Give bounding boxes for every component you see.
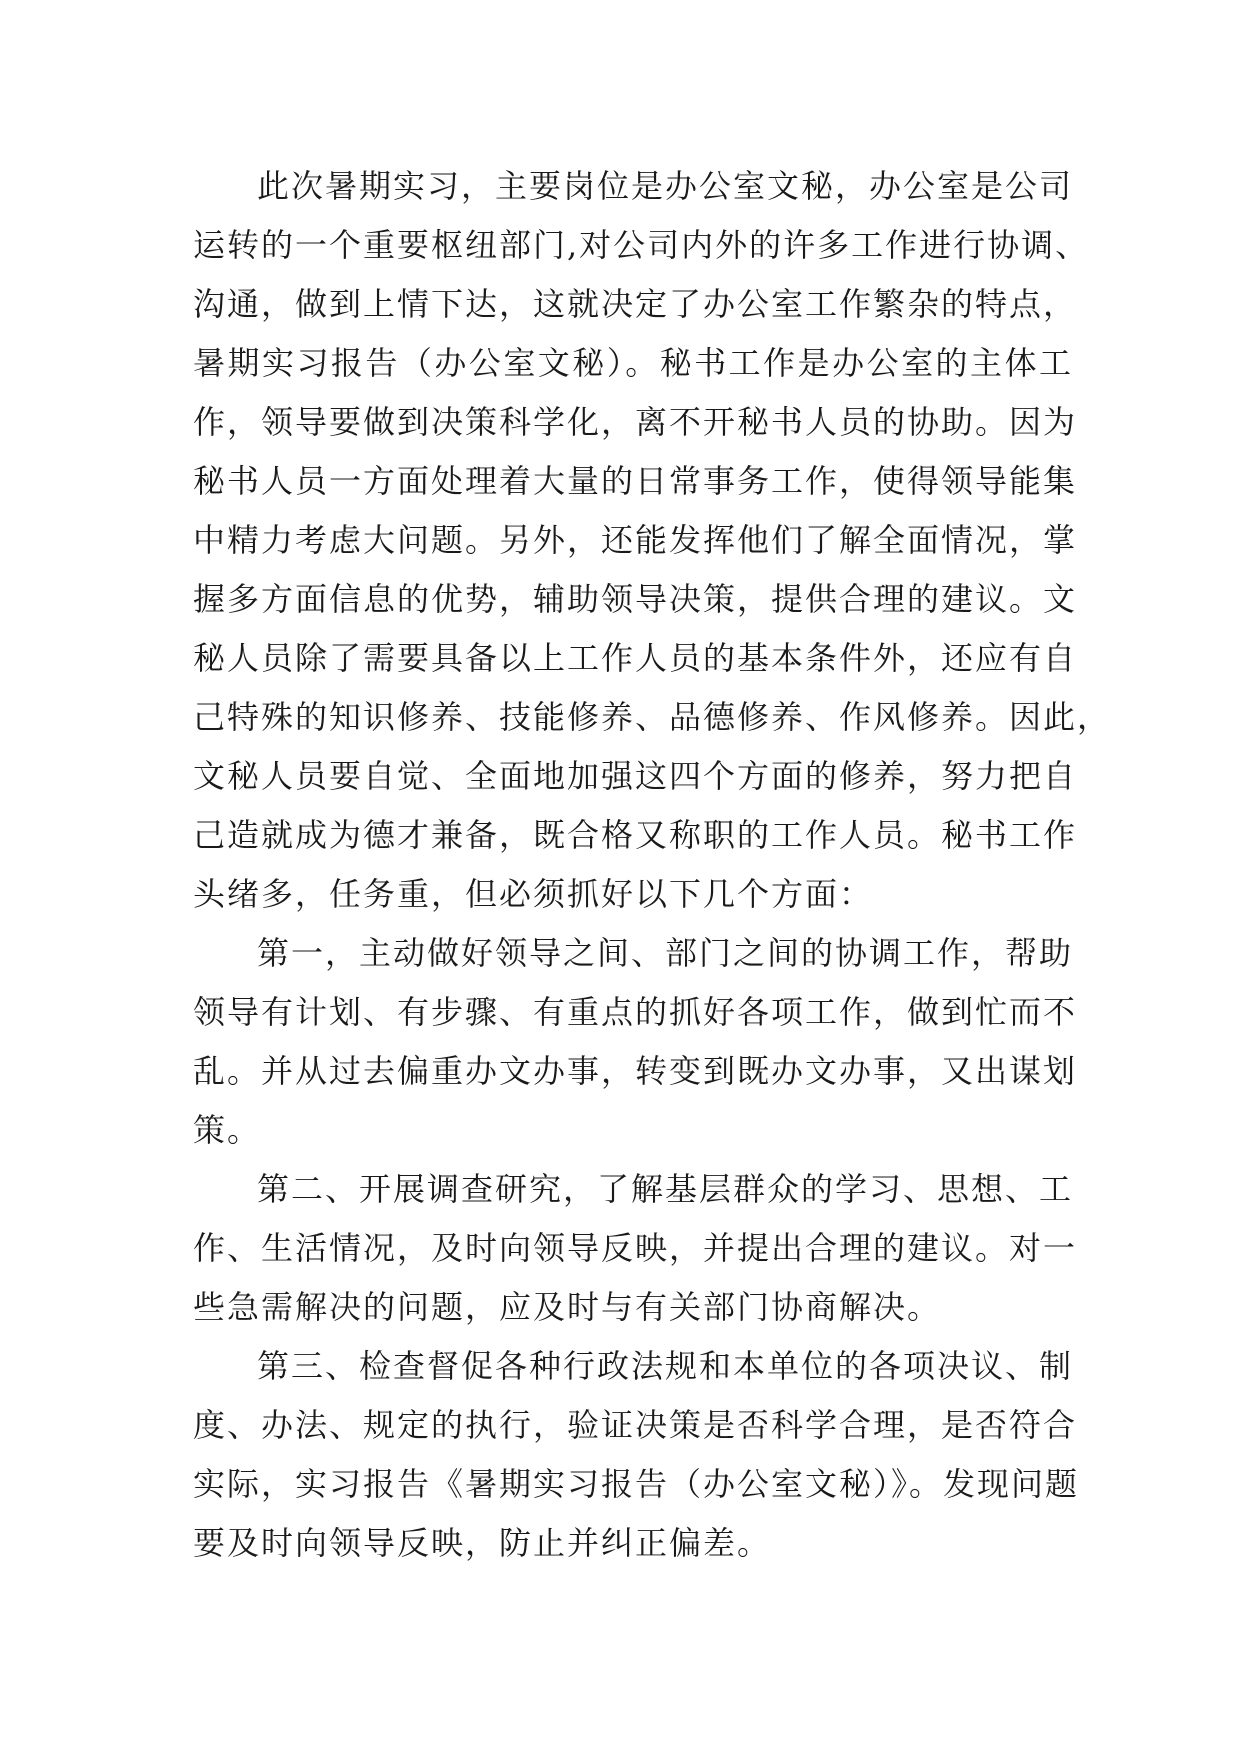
text-line: 要及时向领导反映，防止并纠正偏差。 [193,1524,772,1562]
text-line: 第三、检查督促各种行政法规和本单位的各项决议、制 [257,1347,1074,1385]
text-line: 头绪多，任务重，但必须抓好以下几个方面： [193,875,874,913]
text-line: 领导有计划、有步骤、有重点的抓好各项工作，做到忙而不 [193,993,1078,1031]
text-line: 第二、开展调查研究，了解基层群众的学习、思想、工 [257,1170,1074,1208]
text-line: 此次暑期实习，主要岗位是办公室文秘，办公室是公司 [257,167,1074,205]
text-line: 己造就成为德才兼备，既合格又称职的工作人员。秘书工作 [193,816,1078,854]
text-line: 己特殊的知识修养、技能修养、品德修养、作风修养。因此， [193,698,1112,736]
text-line: 些急需解决的问题，应及时与有关部门协商解决。 [193,1288,942,1326]
text-line: 沟通，做到上情下达，这就决定了办公室工作繁杂的特点， [193,285,1078,323]
paragraph-intro [193,157,1112,924]
paragraph-second-point [193,1160,1078,1337]
text-line: 握多方面信息的优势，辅助领导决策，提供合理的建议。文 [193,580,1078,618]
text-line: 暑期实习报告（办公室文秘）。秘书工作是办公室的主体工 [193,344,1073,382]
text-line: 乱。并从过去偏重办文办事，转变到既办文办事，又出谋划 [193,1052,1078,1090]
text-line: 中精力考虑大问题。另外，还能发挥他们了解全面情况，掌 [193,521,1078,559]
text-line: 作，领导要做到决策科学化，离不开秘书人员的协助。因为 [193,403,1078,441]
text-line: 实际，实习报告《暑期实习报告（办公室文秘）》。发现问题 [193,1465,1080,1503]
paragraph-third-point [193,1337,1080,1573]
text-line: 作、生活情况，及时向领导反映，并提出合理的建议。对一 [193,1229,1078,1267]
text-line: 秘人员除了需要具备以上工作人员的基本条件外，还应有自 [193,639,1078,677]
text-line: 秘书人员一方面处理着大量的日常事务工作，使得领导能集 [193,462,1078,500]
text-line: 第一，主动做好领导之间、部门之间的协调工作，帮助 [257,934,1074,972]
document-body [193,157,1112,1573]
text-line: 运转的一个重要枢纽部门,对公司内外的许多工作进行协调、 [193,226,1090,264]
text-line: 度、办法、规定的执行，验证决策是否科学合理，是否符合 [193,1406,1078,1444]
text-line: 策。 [193,1111,262,1149]
paragraph-first-point [193,924,1078,1160]
text-line: 文秘人员要自觉、全面地加强这四个方面的修养，努力把自 [193,757,1078,795]
